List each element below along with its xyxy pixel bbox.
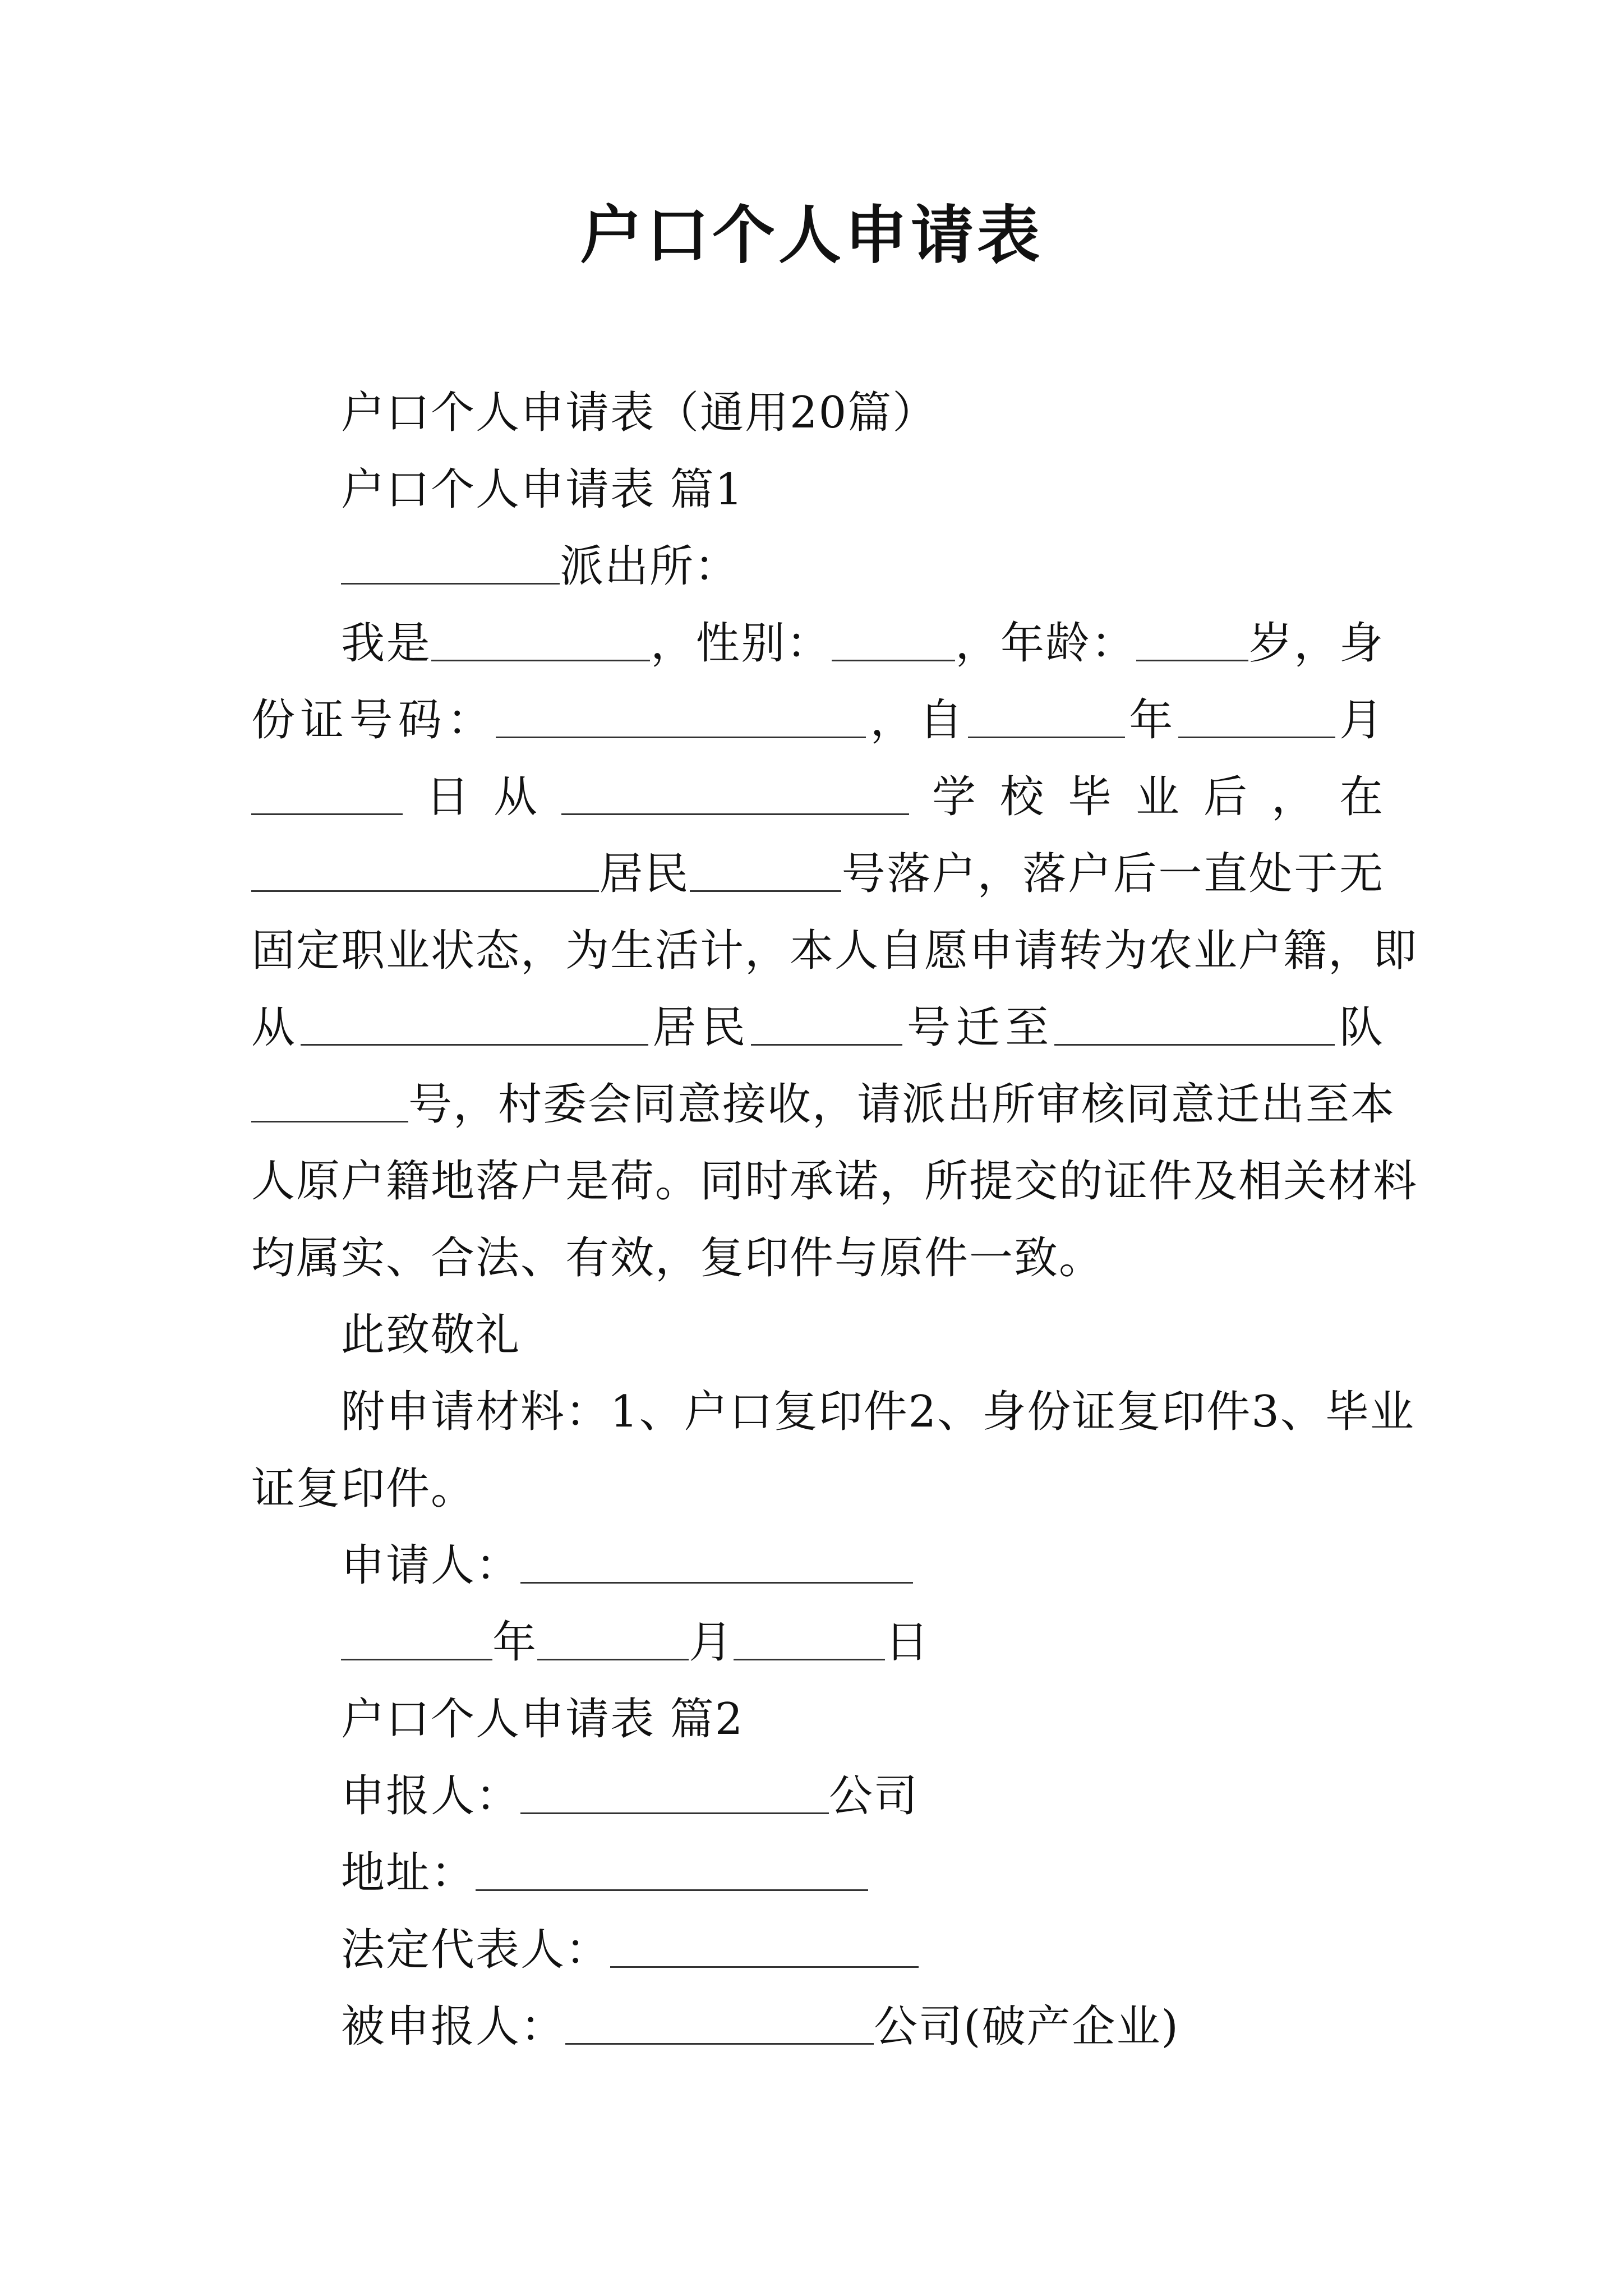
blank-field [832, 616, 955, 661]
intro-line: 户口个人申请表（通用20篇） [341, 388, 938, 438]
document-title: 户口个人申请表 [580, 199, 1043, 272]
applicant-label: 申请人： [341, 1540, 521, 1591]
blank-field [520, 1538, 913, 1584]
body-line-1: 我是 ，性别： ，年龄： 岁，身 [251, 605, 1384, 682]
body-line-2: 份证号码： ，自 年 月 [251, 682, 1384, 759]
blank-field [476, 1846, 868, 1891]
body-line-3: 日从 学校毕业后，在 [251, 759, 1384, 836]
police-station-line [251, 528, 1384, 605]
attachment-line-1: 附申请材料：1、户口复印件2、身份证复印件3、毕业 [341, 1387, 1415, 1437]
blank-field [251, 1077, 408, 1122]
blank-field [690, 846, 841, 892]
blank-field [1054, 1000, 1335, 1046]
blank-field [1136, 616, 1248, 661]
closing-line: 此致敬礼 [341, 1310, 521, 1360]
blank-field [537, 1615, 689, 1660]
attachment-line-2: 证复印件。 [251, 1464, 476, 1514]
blank-field [520, 1769, 829, 1814]
declarant-line: 申报人： 公司 [251, 1758, 1384, 1835]
body-line-8: 人原户籍地落户是荷。同时承诺，所提交的证件及相关材料 [251, 1156, 1418, 1207]
body-line-7: 号，村委会同意接收，请派出所审核同意迁出至本 [251, 1066, 1384, 1143]
blank-field [610, 1922, 919, 1968]
blank-field [251, 770, 403, 815]
blank-field [734, 1615, 885, 1660]
legal-rep-line: 法定代表人： [251, 1912, 1384, 1989]
blank-field [565, 1999, 874, 2045]
blank-field [968, 693, 1125, 738]
body-line-5: 固定职业状态，为生活计，本人自愿申请转为农业户籍，即 [251, 926, 1418, 976]
section2-heading: 户口个人申请表 篇2 [341, 1694, 744, 1745]
body-line-6: 从 居民 号迁至 队 [251, 990, 1384, 1066]
respondent-line: 被申报人： 公司(破产企业) [251, 1989, 1384, 2065]
blank-field [496, 693, 866, 738]
blank-field [341, 1615, 492, 1660]
blank-field [341, 539, 560, 585]
blank-field [751, 1000, 902, 1046]
date-line: 年 月 日 [251, 1604, 1384, 1681]
applicant-line [251, 1527, 1384, 1604]
blank-field [431, 616, 650, 661]
blank-field [301, 1000, 648, 1046]
blank-field [561, 770, 909, 815]
police-station-label: 派出所： [560, 541, 740, 592]
section1-heading: 户口个人申请表 篇1 [341, 464, 744, 515]
body-line-4: 居民 号落户，落户后一直处于无 [251, 836, 1384, 913]
blank-field [1178, 693, 1335, 738]
body-line-9: 均属实、合法、有效，复印件与原件一致。 [251, 1233, 1104, 1283]
blank-field [251, 846, 599, 892]
address-line: 地址： [251, 1835, 1384, 1912]
document-body [251, 375, 1418, 2065]
